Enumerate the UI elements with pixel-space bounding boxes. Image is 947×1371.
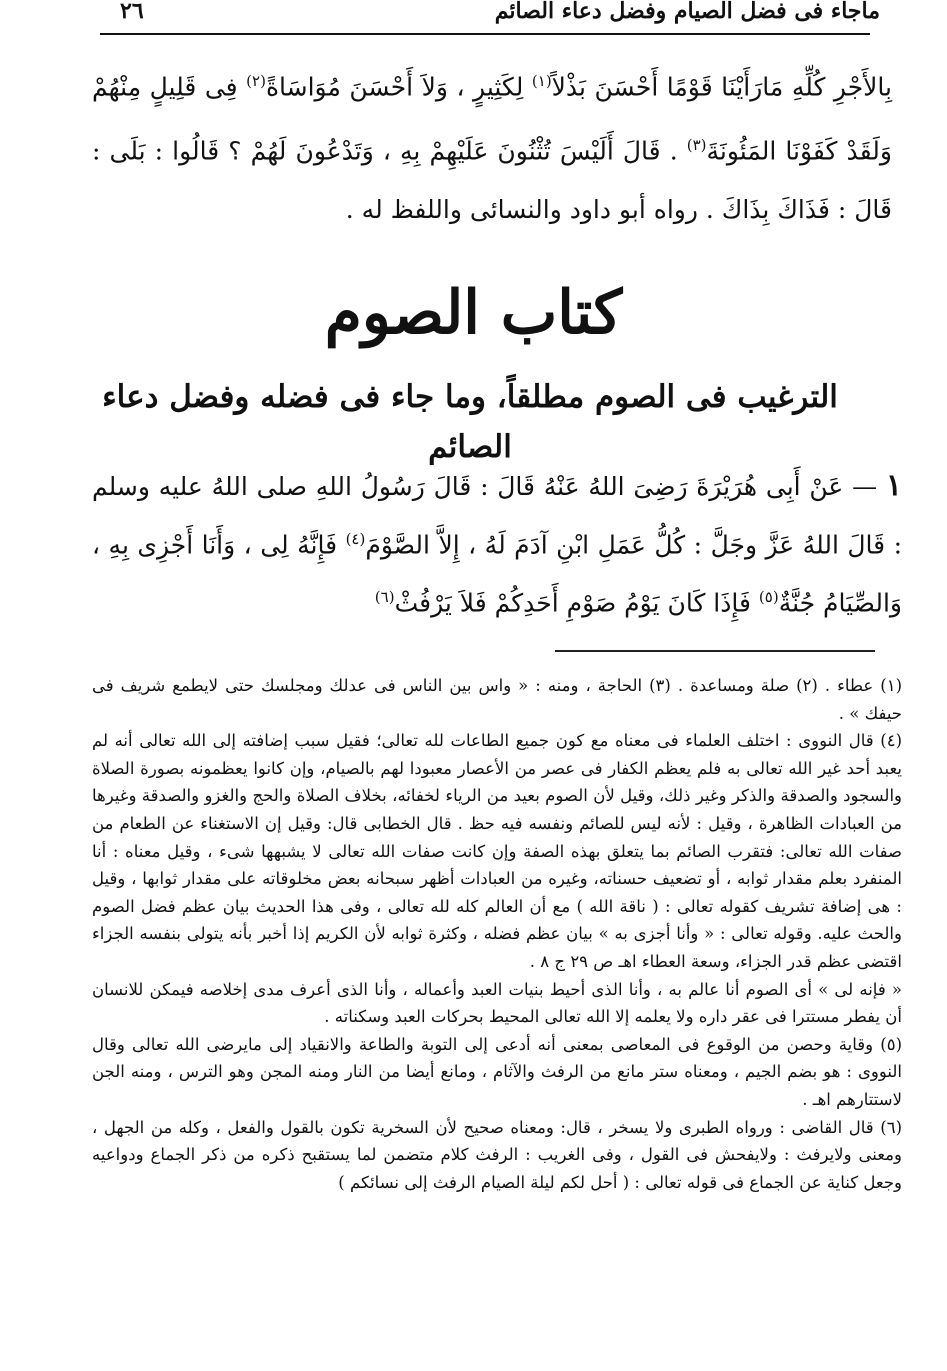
book-title: كتاب الصوم	[324, 278, 623, 348]
hadith-1	[92, 460, 902, 630]
chapter-title: الترغيب فى الصوم مطلقاً، وما جاء فى فضله وفضل دعاء الصائم	[102, 379, 838, 465]
running-head-title: ماجاء فى فضل الصيام وفضل دعاء الصائم	[494, 0, 880, 24]
footnote-ref: (٥)	[758, 588, 779, 607]
footnote: (٦) قال القاضى : ورواه الطبرى ولا يسخر ، قال: ومعناه صحيح لأن السخرية تكون بالقول والفعل ، وكله من الجهل ، ومعنى ولايرفث : ولايفحش فى القول ، وفى الغريب : الرفث كلام متضمن لما يستقبح ذكره من ذكر الجماع ودواعيه وجعل كناية عن الجماع فى قوله تعالى : ( أحل لكم ليلة الصيام الرفث إلى نسائكم )	[92, 1117, 902, 1192]
continuation-text	[92, 52, 892, 239]
continuation-paragraph: بِالأَجْرِ كُلِّهِ مَارَأَيْنَا قَوْمًا أَحْسَنَ بَذْلاً$^{(١)}$ لِكَثِيرٍ ، وَلاَ أَحْسَنَ مُوَاسَاةً$^{(٢)}$ فِى قَلِيلٍ مِنْهُمْ وَلَقَدْ كَفَوْنَا المَئُونَةَ$^{(٣)}$ . قَالَ أَلَيْسَ تُثْنُونَ عَلَيْهِمْ بِهِ ، وَتَدْعُونَ لَهُمْ ؟ قَالُوا : بَلَى : قَالَ : فَذَاكَ بِذَاكَ . رواه أبو داود والنسائى واللفظ له .	[92, 72, 893, 224]
footnote: (١) عطاء . (٢) صلة ومساعدة . (٣) الحاجة ، ومنه : « واس بين الناس فى عدلك ومجلسك حتى لايطمع شريف فى حيفك » .	[92, 676, 902, 723]
hadith-number: ١	[885, 468, 902, 503]
footnote: (٤) قال النووى : اختلف العلماء فى معناه مع كون جميع الطاعات لله تعالى؛ فقيل سبب إضافته إلى الله تعالى أنه لم يعبد أحد غير الله تعالى به فلم يعظم الكفار فى عصر من الأعصار معبودا لهم بالصيام، وإن كانوا يعظمونه بصورة الصلاة والسجود والصدقة والذكر وغير ذلك، وقيل لأن الصوم بعيد من الرياء لخفائه، بخلاف الصلاة والحج والغزو والصدقة وغيرها من العبادات الظاهرة ، وقيل : لأنه ليس للصائم ونفسه فيه حظ . قال الخطابى قال: وقيل إن الاستغناء عن الطعام من صفات الله تعالى: فتقرب الصائم بما يتعلق بهذه الصفة وإن كانت صفات الله تعالى لا يشبهها شىء ، وقيل معناه : أنا المنفرد بعلم مقدار ثوابه ، أو تضعيف حسناته، وغيره من العبادات أظهر سبحانه بعض مخلوقاته على مقدار ثوابها ، وقيل : هى إضافة تشريف كقوله تعالى : ( ناقة الله ) مع أن العالم كله لله تعالى ، وفى هذا الحديث بيان عظم فضل الصوم والحث عليه. وقوله تعالى : « وأنا أجزى به » بيان عظم فضله ، وكثرة ثوابه لأن الكريم إذا أخبر بأنه يتولى بنفسه الجزاء اقتضى عظم قدر الجزاء، وسعة العطاء اهـ ص ٢٩ ج ٨ .	[92, 731, 902, 971]
footnote: (٥) وقاية وحصن من الوقوع فى المعاصى بمعنى أنه أدعى إلى التوبة والطاعة والانقياد إلى مايرضى الله تعالى وقال النووى : هو بضم الجيم ، ومعناه ستر مانع من الرفث والآثام ، ومانع أيضا من النار ومنه المجن وهو الترس ، ومنه الجن لاستتارهم اهـ .	[92, 1034, 902, 1109]
running-head	[120, 0, 880, 30]
footnote: « فإنه لى » أى الصوم أنا عالم به ، وأنا الذى أحيط بنيات العبد وأعماله ، وأنا الذى أعرف مدى إخلاصه فيمكن للانسان أن يفطر مستترا فى عقر داره ولا يعلمه إلا الله تعالى المحيط بحركات العبد وسكناته .	[92, 979, 902, 1027]
hadith-paragraph: ١ — عَنْ أَبِى هُرَيْرَةَ رَضِىَ اللهُ عَنْهُ قَالَ : قَالَ رَسُولُ اللهِ صلى اللهُ عليه وسلم : قَالَ اللهُ عَزَّ وجَلَّ : كُلُّ عَمَلِ ابْنِ آدَمَ لَهُ ، إِلاَّ الصَّوْمَ$^{(٤)}$ فَإِنَّهُ لِى ، وَأَنَا أَجْزِى بِهِ ، وَالصِّيَامُ جُنَّةٌ$^{(٥)}$ فَإِذَا كَانَ يَوْمُ صَوْمِ أَحَدِكُمْ فَلاَ يَرْفُثْ$^{(٦)}$	[92, 468, 903, 618]
footnote-ref: (٢)	[246, 72, 266, 90]
footnote-ref: (٤)	[345, 530, 366, 548]
header-rule	[100, 33, 870, 35]
footnote-ref: (١)	[531, 72, 552, 90]
footnote-ref: (٣)	[686, 136, 707, 155]
footnotes	[92, 672, 902, 1196]
page-number: ٢٦	[120, 0, 144, 24]
footnote-rule	[555, 650, 875, 652]
footnote-ref: (٦)	[374, 588, 395, 607]
